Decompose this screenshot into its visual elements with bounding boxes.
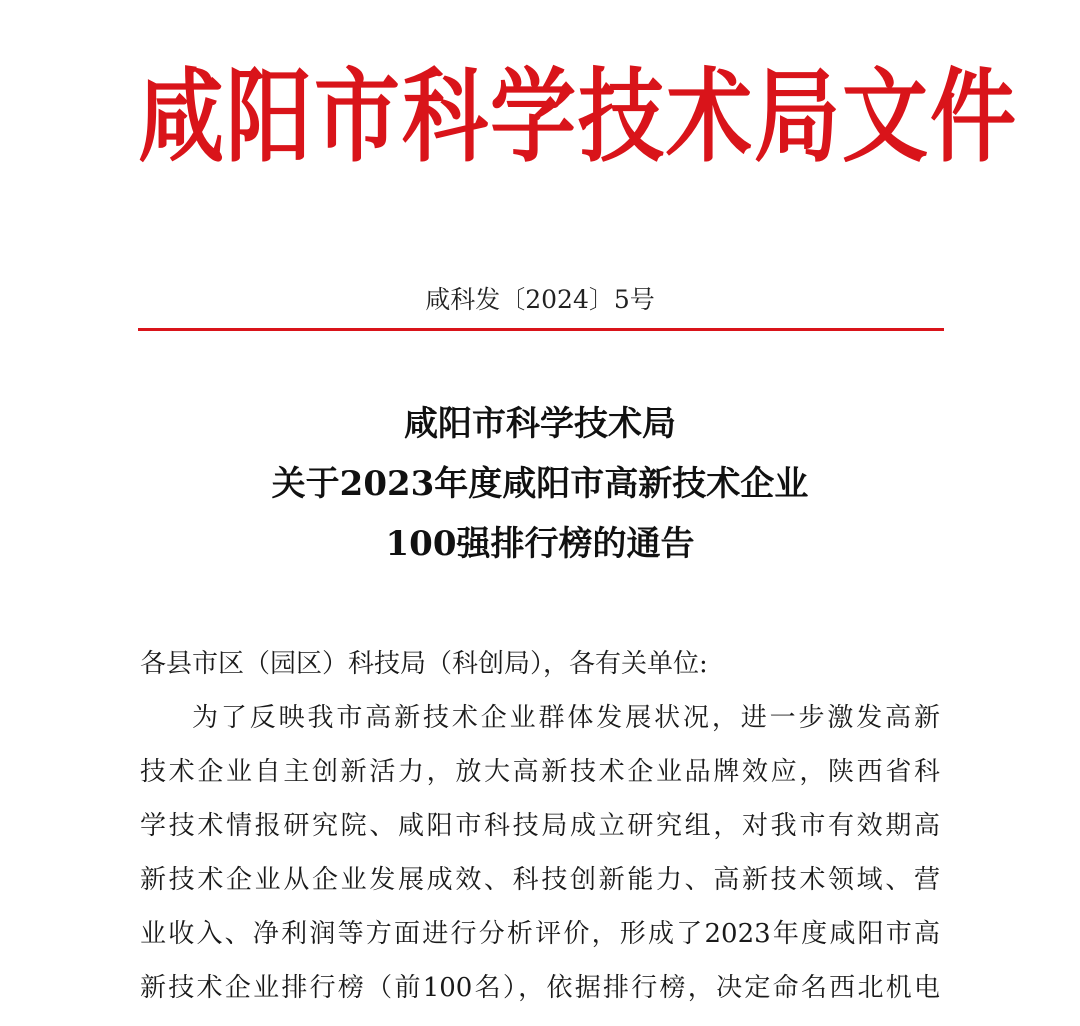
- body-line: 新技术企业从企业发展成效、科技创新能力、高新技术领域、营: [140, 865, 940, 895]
- red-divider-rule: [138, 328, 944, 331]
- masthead-title: 咸阳市科学技术局文件: [138, 57, 1018, 177]
- title-line-2: 关于2023年度咸阳市高新技术企业: [271, 464, 809, 504]
- document-number: 咸科发〔2024〕5号: [425, 285, 655, 314]
- body-paragraph: [140, 694, 940, 1018]
- body-line: 学技术情报研究院、咸阳市科技局成立研究组，对我市有效期高: [140, 811, 940, 841]
- salutation: 各县市区（园区）科技局（科创局），各有关单位:: [140, 649, 708, 679]
- notice-title: [0, 394, 1080, 574]
- body-line: 业收入、净利润等方面进行分析评价，形成了2023年度咸阳市高: [140, 919, 940, 949]
- title-line-3: 100强排行榜的通告: [385, 524, 695, 564]
- body-line: 为了反映我市高新技术企业群体发展状况，进一步激发高新: [192, 703, 940, 733]
- body-line: 技术企业自主创新活力，放大高新技术企业品牌效应，陕西省科: [140, 757, 940, 787]
- title-line-1: 咸阳市科学技术局: [404, 404, 676, 444]
- body-line: 新技术企业排行榜（前100名），依据排行榜，决定命名西北机电: [140, 973, 940, 1003]
